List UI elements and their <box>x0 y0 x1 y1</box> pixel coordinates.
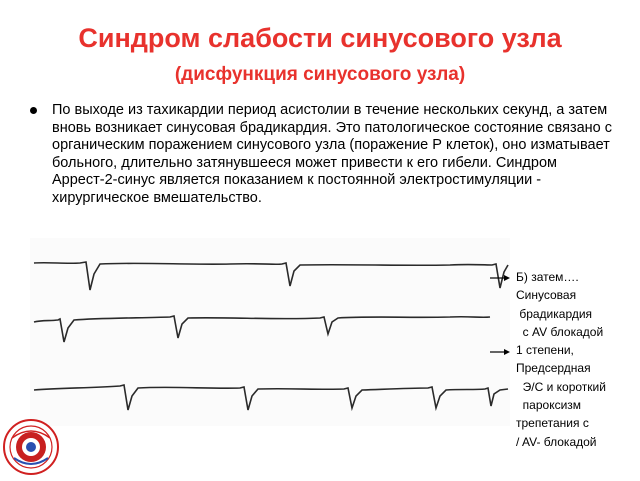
arrow-right-icon <box>490 349 510 355</box>
ecg-strip-svg <box>30 238 510 426</box>
caption-line: брадикардия <box>516 306 593 321</box>
caption-line: с AV блокадой <box>516 324 604 339</box>
ecg-strip-image <box>30 238 510 426</box>
bullet-text: По выходе из тахикардии период асистолии в течение нескольких секунд, а затем вновь возникает синусовая брадикардия. Это патологическое состояние связано с органическим поражением синусового узла (поражение Р клеток), оно изматывает больного, длительно затянувшееся может привести к его гибели. Синдром Аррест-2-синус является показанием к постоянной электростимуляции - хирургическое вмешательство. <box>52 102 613 206</box>
ecg-trace-2 <box>34 316 490 342</box>
ecg-caption <box>516 268 638 451</box>
caption-line: пароксизм <box>516 398 582 413</box>
slide-subtitle: (дисфункция синусового узла) <box>174 64 466 85</box>
caption-line: трепетания с <box>516 416 589 431</box>
caption-line: / AV- блокадой <box>516 434 597 449</box>
arrow-right-icon <box>490 275 510 281</box>
caption-line: 1 степени, <box>516 343 574 358</box>
caption-line: Э/С и короткий <box>516 379 606 394</box>
slide-title: Синдром слабости синусового узла <box>78 23 562 53</box>
ecg-trace-1 <box>34 262 508 290</box>
university-logo-icon <box>2 418 60 476</box>
ecg-trace-3 <box>34 385 508 410</box>
caption-line: Предсердная <box>516 361 591 376</box>
caption-line: Б) затем…. <box>516 270 579 284</box>
caption-line: Синусовая <box>516 288 577 303</box>
bullet-dot-icon <box>30 107 37 114</box>
